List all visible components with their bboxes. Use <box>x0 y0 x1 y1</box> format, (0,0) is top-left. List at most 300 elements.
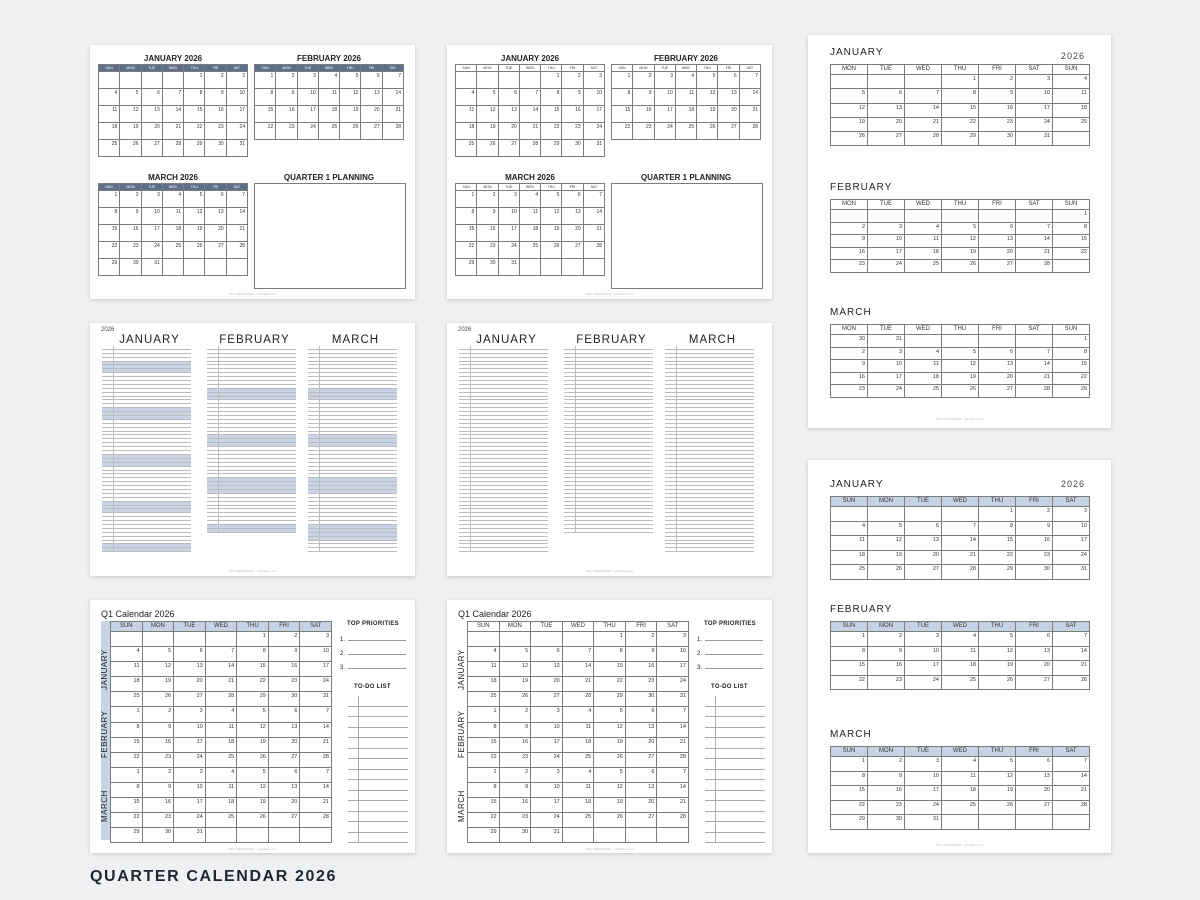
q1-day-cell: 12 <box>237 722 269 737</box>
q1-week-row <box>111 752 332 767</box>
march-grid-day-cell: 12 <box>541 208 562 225</box>
day-number-column <box>564 509 576 512</box>
day-number-column <box>564 420 576 423</box>
month-grid-day-cell: 1 <box>942 75 979 89</box>
february-grid-weekday: SUN <box>255 65 276 72</box>
month-grid-day-cell: 19 <box>979 786 1016 801</box>
february-grid-weekday: SUN <box>612 65 633 72</box>
planning-box <box>611 183 763 289</box>
month-grid-day-cell: 16 <box>831 247 868 260</box>
january-grid-day-cell <box>477 72 498 89</box>
january-grid-day-cell: 22 <box>541 123 562 140</box>
january-grid-day-cell: 30 <box>205 140 226 157</box>
q1-week-row <box>468 647 689 662</box>
month-grid-weekday: SUN <box>831 747 868 757</box>
february-grid-day-cell: 1 <box>612 72 633 89</box>
day-number-column <box>665 362 677 365</box>
march-grid-day-cell: 18 <box>162 225 183 242</box>
day-number-column <box>459 420 471 423</box>
day-number-column <box>102 381 114 384</box>
day-number-column <box>102 451 114 454</box>
day-number-column <box>207 381 219 384</box>
day-number-column <box>459 365 471 368</box>
day-line <box>207 529 296 533</box>
month-grid-weekday: TUE <box>905 747 942 757</box>
day-number-column <box>308 548 320 551</box>
month-grid-weekday: FRI <box>1016 747 1053 757</box>
day-number-column <box>665 537 677 540</box>
day-number-column <box>665 350 677 353</box>
march-grid-day-cell: 29 <box>99 259 120 276</box>
february-grid-day-cell: 27 <box>718 123 739 140</box>
year-label: 2026 <box>1061 51 1086 61</box>
month-title: FEBRUARY <box>830 604 893 615</box>
january-grid-day-cell: 1 <box>541 72 562 89</box>
priority-underline <box>705 634 763 641</box>
day-number-column <box>459 428 471 431</box>
march-grid-weekday: TUE <box>141 184 162 191</box>
january-grid-day-cell: 20 <box>141 123 162 140</box>
month-grid-day-cell: 4 <box>942 757 979 772</box>
january-grid-day-cell: 13 <box>141 106 162 123</box>
month-grid-day-cell: 30 <box>831 335 868 348</box>
quarter-grid-sheet <box>90 45 415 299</box>
month-grid-day-cell: 1 <box>831 632 868 647</box>
month-grid-day-cell: 22 <box>1053 372 1090 385</box>
day-number-column <box>665 506 677 509</box>
february-grid-day-cell: 9 <box>276 89 297 106</box>
day-number-column <box>665 373 677 376</box>
march-grid-day-cell: 2 <box>477 191 498 208</box>
month-grid-day-cell: 25 <box>905 385 942 398</box>
q1-weekday: FRI <box>268 622 300 632</box>
march-grid-week-row <box>456 259 605 276</box>
january-grid-weekday: TUE <box>498 65 519 72</box>
q1-day-cell: 2 <box>142 707 174 722</box>
day-number-column <box>207 420 219 423</box>
month-grid-day-cell: 12 <box>942 235 979 248</box>
month-grid-day-cell: 1 <box>831 757 868 772</box>
day-number-column <box>102 420 114 423</box>
todo-checkbox-line <box>715 833 716 844</box>
day-number-column <box>564 389 576 392</box>
planning-box <box>254 183 406 289</box>
todo-line <box>705 696 765 707</box>
day-number-column <box>102 537 114 540</box>
month-grid-week-row <box>831 675 1090 690</box>
q1-week-row <box>468 782 689 797</box>
january-grid-day-cell: 14 <box>519 106 540 123</box>
todo-line <box>348 749 408 760</box>
q1-title: Q1 Calendar 2026 <box>101 609 175 619</box>
march-grid-day-cell: 25 <box>162 242 183 259</box>
q1-day-cell: 4 <box>205 767 237 782</box>
month-grid-day-cell: 6 <box>1016 757 1053 772</box>
january-grid-day-cell: 28 <box>162 140 183 157</box>
month-grid <box>830 746 1090 830</box>
march-grid-day-cell: 30 <box>120 259 141 276</box>
march-grid-day-cell: 20 <box>205 225 226 242</box>
q1-day-cell: 28 <box>205 692 237 707</box>
march-grid-day-cell: 2 <box>120 191 141 208</box>
q1-header-row <box>111 622 332 632</box>
q1-day-cell: 20 <box>531 677 563 692</box>
day-number-column <box>665 432 677 435</box>
q1-day-cell: 29 <box>237 692 269 707</box>
month-grid-day-cell: 28 <box>1016 260 1053 273</box>
month-grid-day-cell: 22 <box>831 800 868 815</box>
march-grid-day-cell: 11 <box>519 208 540 225</box>
january-grid-day-cell: 13 <box>498 106 519 123</box>
month-grid-day-cell: 1 <box>1053 335 1090 348</box>
q1-day-cell: 24 <box>174 813 206 828</box>
q1-day-cell: 9 <box>142 782 174 797</box>
day-number-column <box>459 494 471 497</box>
day-number-column <box>308 408 320 411</box>
day-number-column <box>564 373 576 376</box>
month-grid-weekday: SUN <box>831 497 868 507</box>
day-number-column <box>564 377 576 380</box>
month-grid-day-cell: 20 <box>1016 786 1053 801</box>
day-number-column <box>102 471 114 474</box>
month-column-title: JANUARY <box>476 334 537 346</box>
q1-weekday: WED <box>562 622 594 632</box>
q1-day-cell: 23 <box>268 677 300 692</box>
day-number-column <box>459 533 471 536</box>
todo-checkbox-line <box>715 770 716 781</box>
day-number-column <box>665 381 677 384</box>
day-number-column <box>207 358 219 361</box>
q1-day-cell: 18 <box>111 677 143 692</box>
q1-day-cell: 7 <box>300 767 332 782</box>
day-number-column <box>459 377 471 380</box>
q1-month-label: FEBRUARY <box>457 710 466 758</box>
month-grid-day-cell: 22 <box>831 675 868 690</box>
month-grid-day-cell: 15 <box>1053 235 1090 248</box>
q1-day-cell: 6 <box>268 707 300 722</box>
month-grid-weekday: MON <box>831 200 868 210</box>
day-number-column <box>459 451 471 454</box>
day-number-column <box>308 521 320 524</box>
day-number-column <box>665 455 677 458</box>
q1-day-cell: 28 <box>657 752 689 767</box>
month-grid-day-cell: 18 <box>905 247 942 260</box>
day-number-column <box>207 400 219 403</box>
month-grid-day-cell: 16 <box>1016 536 1053 551</box>
january-grid-day-cell: 3 <box>226 72 247 89</box>
q1-day-cell: 11 <box>468 662 500 677</box>
march-grid-day-cell: 13 <box>205 208 226 225</box>
march-grid-day-cell: 31 <box>141 259 162 276</box>
january-grid-weekday: SAT <box>583 65 604 72</box>
month-grid-week-row <box>831 260 1090 273</box>
march-grid-week-row <box>99 242 248 259</box>
day-number-column <box>564 467 576 470</box>
january-grid-week-row <box>456 123 605 140</box>
month-grid-day-cell: 3 <box>868 222 905 235</box>
todo-checkbox-line <box>358 833 359 844</box>
february-grid-weekday: TUE <box>654 65 675 72</box>
january-grid-weekday: FRI <box>562 65 583 72</box>
priority-number: 2. <box>697 651 703 657</box>
month-grid-day-cell: 18 <box>942 661 979 676</box>
q1-day-cell: 15 <box>594 662 626 677</box>
month-grid-day-cell: 24 <box>905 675 942 690</box>
q1-day-cell: 31 <box>531 828 563 843</box>
march-grid-day-cell: 24 <box>498 242 519 259</box>
q1-day-cell: 20 <box>625 737 657 752</box>
month-grid-day-cell: 27 <box>979 385 1016 398</box>
day-number-column <box>665 420 677 423</box>
day-number-column <box>308 490 320 493</box>
day-number-column <box>308 362 320 365</box>
day-number-column <box>102 358 114 361</box>
day-number-column <box>459 537 471 540</box>
month-grid-week-row <box>831 132 1090 146</box>
q1-day-cell: 9 <box>499 722 531 737</box>
day-number-column <box>665 443 677 446</box>
march-grid-day-cell: 16 <box>120 225 141 242</box>
todo-checkbox-line <box>715 759 716 770</box>
january-grid-week-row <box>456 140 605 157</box>
february-grid-day-cell: 23 <box>633 123 654 140</box>
month-grid-day-cell <box>905 335 942 348</box>
priority-underline <box>348 634 406 641</box>
todo-line <box>705 728 765 739</box>
february-grid-day-cell: 22 <box>255 123 276 140</box>
day-number-column <box>207 435 219 438</box>
month-grid-day-cell <box>1016 210 1053 223</box>
day-number-column <box>564 525 576 528</box>
q1-day-cell: 28 <box>300 752 332 767</box>
january-grid-day-cell: 20 <box>498 123 519 140</box>
q1-weekday: TUE <box>174 622 206 632</box>
day-number-column <box>102 548 114 551</box>
q1-day-cell: 17 <box>300 662 332 677</box>
day-number-column <box>102 506 114 509</box>
month-grid-day-cell: 4 <box>831 521 868 536</box>
february-grid-day-cell: 9 <box>633 89 654 106</box>
month-title: JANUARY 2026 <box>143 54 203 63</box>
q1-day-cell: 14 <box>657 782 689 797</box>
day-number-column <box>102 521 114 524</box>
march-grid-day-cell: 30 <box>477 259 498 276</box>
march-grid-weekday: THU <box>541 184 562 191</box>
q1-title: Q1 Calendar 2026 <box>458 609 532 619</box>
february-grid-day-cell: 14 <box>382 89 403 106</box>
february-grid-weekday: THU <box>697 65 718 72</box>
q1-day-cell: 22 <box>468 813 500 828</box>
march-grid-weekday: WED <box>162 184 183 191</box>
february-grid-day-cell: 11 <box>318 89 339 106</box>
todo-checkbox-line <box>715 696 716 707</box>
day-number-column <box>207 377 219 380</box>
q1-calendar-sheet <box>90 600 415 853</box>
month-grid-day-cell: 26 <box>979 800 1016 815</box>
q1-day-cell: 14 <box>300 722 332 737</box>
month-grid-week-row <box>831 89 1090 103</box>
todo-checkbox-line <box>358 791 359 802</box>
day-number-column <box>207 471 219 474</box>
todo-checkbox-line <box>358 822 359 833</box>
day-number-column <box>207 369 219 372</box>
month-column-title: MARCH <box>688 334 737 346</box>
q1-day-cell <box>111 632 143 647</box>
january-grid-day-cell: 4 <box>99 89 120 106</box>
day-number-column <box>459 478 471 481</box>
january-grid-day-cell: 9 <box>562 89 583 106</box>
day-number-column <box>102 474 114 477</box>
month-grid-day-cell: 4 <box>942 632 979 647</box>
month-grid-day-cell: 19 <box>942 247 979 260</box>
priority-number: 3. <box>697 665 703 671</box>
february-grid-weekday: SAT <box>382 65 403 72</box>
march-grid-weekday: SAT <box>226 184 247 191</box>
january-grid-weekday: SUN <box>456 65 477 72</box>
january-grid-day-cell: 5 <box>120 89 141 106</box>
q1-day-cell: 5 <box>142 647 174 662</box>
priority-underline <box>348 648 406 655</box>
february-grid-day-cell: 18 <box>675 106 696 123</box>
month-grid-day-cell: 20 <box>979 372 1016 385</box>
day-number-column <box>564 432 576 435</box>
day-number-column <box>308 416 320 419</box>
month-grid-day-cell: 8 <box>831 646 868 661</box>
q1-day-cell: 11 <box>205 782 237 797</box>
day-number-column <box>564 474 576 477</box>
month-grid-weekday: SAT <box>1053 497 1090 507</box>
february-grid-week-row <box>612 72 761 89</box>
q1-day-cell: 23 <box>142 813 174 828</box>
month-grid-day-cell: 18 <box>1053 103 1090 117</box>
march-grid-weekday: MON <box>477 184 498 191</box>
month-grid-week-row <box>831 786 1090 801</box>
q1-day-cell: 13 <box>268 722 300 737</box>
day-number-column <box>207 474 219 477</box>
month-grid-day-cell: 6 <box>905 521 942 536</box>
month-lines <box>102 346 191 552</box>
january-grid-weekday: WED <box>519 65 540 72</box>
todo-heading: TO-DO LIST <box>354 684 391 690</box>
todo-checkbox-line <box>358 749 359 760</box>
day-number-column <box>459 502 471 505</box>
quarter-grid-sheet <box>447 45 772 299</box>
q1-day-cell: 21 <box>205 677 237 692</box>
day-number-column <box>665 435 677 438</box>
february-grid-day-cell: 10 <box>297 89 318 106</box>
priority-number: 3. <box>340 665 346 671</box>
month-column-title: FEBRUARY <box>576 334 647 346</box>
day-number-column <box>665 439 677 442</box>
month-grid-day-cell: 11 <box>942 646 979 661</box>
priority-underline <box>705 648 763 655</box>
month-grid-weekday: WED <box>942 622 979 632</box>
march-grid-day-cell: 14 <box>583 208 604 225</box>
march-grid-day-cell: 29 <box>456 259 477 276</box>
day-number-column <box>308 451 320 454</box>
q1-day-cell: 13 <box>625 722 657 737</box>
q1-day-cell: 4 <box>562 707 594 722</box>
february-grid-day-cell: 26 <box>340 123 361 140</box>
january-grid-day-cell: 9 <box>205 89 226 106</box>
q1-day-cell: 21 <box>657 798 689 813</box>
month-grid-day-cell: 2 <box>868 632 905 647</box>
month-grid-day-cell: 16 <box>831 372 868 385</box>
day-number-column <box>665 478 677 481</box>
q1-day-cell: 19 <box>594 737 626 752</box>
day-number-column <box>564 397 576 400</box>
day-number-column <box>459 509 471 512</box>
month-grid-day-cell: 11 <box>905 360 942 373</box>
january-grid-day-cell: 31 <box>583 140 604 157</box>
february-grid-day-cell: 28 <box>739 123 760 140</box>
day-number-column <box>459 346 471 349</box>
q1-day-cell: 25 <box>205 813 237 828</box>
january-grid-day-cell: 19 <box>120 123 141 140</box>
march-grid-day-cell: 31 <box>498 259 519 276</box>
q1-day-cell: 18 <box>562 798 594 813</box>
q1-day-cell: 2 <box>499 707 531 722</box>
day-number-column <box>459 435 471 438</box>
month-grid-day-cell: 15 <box>942 103 979 117</box>
january-grid-day-cell: 12 <box>477 106 498 123</box>
month-grid-day-cell: 3 <box>905 632 942 647</box>
january-grid-day-cell: 15 <box>541 106 562 123</box>
q1-week-row <box>111 737 332 752</box>
february-grid-weekday: TUE <box>297 65 318 72</box>
month-grid-weekday: TUE <box>868 325 905 335</box>
month-grid-day-cell: 2 <box>831 347 868 360</box>
q1-weekday: WED <box>205 622 237 632</box>
day-number-column <box>564 354 576 357</box>
priority-line <box>340 662 406 671</box>
january-grid-day-cell: 29 <box>541 140 562 157</box>
month-grid-day-cell: 27 <box>905 565 942 580</box>
q1-day-cell: 15 <box>468 737 500 752</box>
march-grid-day-cell <box>562 259 583 276</box>
january-grid-day-cell: 2 <box>205 72 226 89</box>
january-grid-week-row <box>99 106 248 123</box>
month-grid-day-cell: 19 <box>942 372 979 385</box>
day-number-column <box>207 365 219 368</box>
day-number-column <box>207 373 219 376</box>
day-number-column <box>459 482 471 485</box>
month-grid-week-row <box>831 117 1090 131</box>
month-grid-week-row <box>831 632 1090 647</box>
february-grid-day-cell: 4 <box>318 72 339 89</box>
march-grid-day-cell <box>184 259 205 276</box>
q1-day-cell: 30 <box>625 692 657 707</box>
march-grid-day-cell: 7 <box>226 191 247 208</box>
month-grid-day-cell: 23 <box>868 675 905 690</box>
day-number-column <box>308 381 320 384</box>
month-grid-day-cell: 10 <box>905 646 942 661</box>
february-grid-day-cell: 1 <box>255 72 276 89</box>
todo-checkbox-line <box>715 812 716 823</box>
january-grid-day-cell: 17 <box>583 106 604 123</box>
march-grid-day-cell: 27 <box>562 242 583 259</box>
day-number-column <box>308 377 320 380</box>
q1-week-row <box>468 737 689 752</box>
january-grid-day-cell: 27 <box>498 140 519 157</box>
tall-quarter-blue-sheet <box>808 460 1111 853</box>
month-grid-day-cell: 3 <box>905 757 942 772</box>
day-number-column <box>665 369 677 372</box>
month-grid-day-cell <box>905 75 942 89</box>
month-grid-day-cell <box>1053 815 1090 830</box>
january-grid-day-cell: 23 <box>205 123 226 140</box>
february-grid-weekday: WED <box>675 65 696 72</box>
